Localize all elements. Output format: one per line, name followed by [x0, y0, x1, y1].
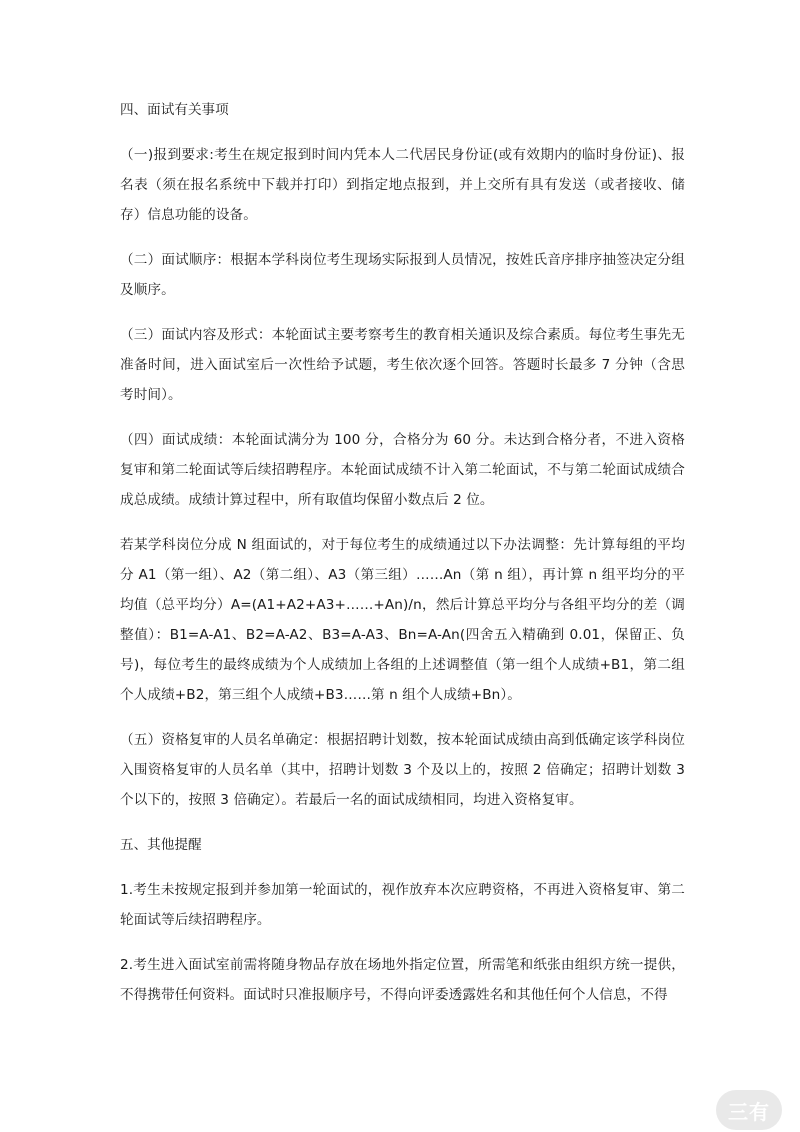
section-5-title: 五、其他提醒 — [120, 837, 202, 853]
document-body — [120, 95, 685, 1025]
section-4-item-5: （五）资格复审的人员名单确定：根据招聘计划数，按本轮面试成绩由高到低确定该学科岗位入围资格复审的人员名单（其中，招聘计划数 3 个及以上的，按照 2 倍确定；招聘计划数 3 个以下的，按照 3 倍确定）。若最后一名的面试成绩相同，均进入资格复审。 — [120, 732, 685, 808]
score-adjustment-paragraph: 若某学科岗位分成 N 组面试的，对于每位考生的成绩通过以下办法调整：先计算每组的平均分 A1（第一组）、A2（第二组）、A3（第三组）……An（第 n 组），再计算 n 组平均分的平均值（总平均分）A=(A1+A2+A3+……+An)/n，然后计算总平均分与各组平均分的差（调整值）：B1=A-A1、B2=A-A2、B3=A-A3、Bn=A-An(四舍五入精确到 0.01，保留正、负号)，每位考生的最终成绩为个人成绩加上各组的上述调整值（第一组个人成绩+B1，第二组个人成绩+B2，第三组个人成绩+B3……第 n 组个人成绩+Bn）。 — [120, 537, 685, 703]
section-4-title: 四、面试有关事项 — [120, 102, 229, 118]
section-4-item-4: （四）面试成绩：本轮面试满分为 100 分，合格分为 60 分。未达到合格分者，不进入资格复审和第二轮面试等后续招聘程序。本轮面试成绩不计入第二轮面试，不与第二轮面试成绩合成总成绩。成绩计算过程中，所有取值均保留小数点后 2 位。 — [120, 432, 685, 508]
section-4-item-1: （一)报到要求:考生在规定报到时间内凭本人二代居民身份证(或有效期内的临时身份证)、报名表（须在报名系统中下载并打印）到指定地点报到，并上交所有具有发送（或者接收、储存）信息功能的设备。 — [120, 147, 685, 223]
watermark-logo: 三有 — [716, 1090, 782, 1130]
section-4-item-3: （三）面试内容及形式：本轮面试主要考察考生的教育相关通识及综合素质。每位考生事先无准备时间，进入面试室后一次性给予试题，考生依次逐个回答。答题时长最多 7 分钟（含思考时间）。 — [120, 327, 685, 403]
section-4-item-2: （二）面试顺序：根据本学科岗位考生现场实际报到人员情况，按姓氏音序排序抽签决定分组及顺序。 — [120, 252, 685, 298]
reminder-item-2: 2.考生进入面试室前需将随身物品存放在场地外指定位置，所需笔和纸张由组织方统一提供，不得携带任何资料。面试时只准报顺序号，不得向评委透露姓名和其他任何个人信息，不得 — [120, 957, 685, 1003]
reminder-item-1: 1.考生未按规定报到并参加第一轮面试的，视作放弃本次应聘资格，不再进入资格复审、第二轮面试等后续招聘程序。 — [120, 882, 685, 928]
